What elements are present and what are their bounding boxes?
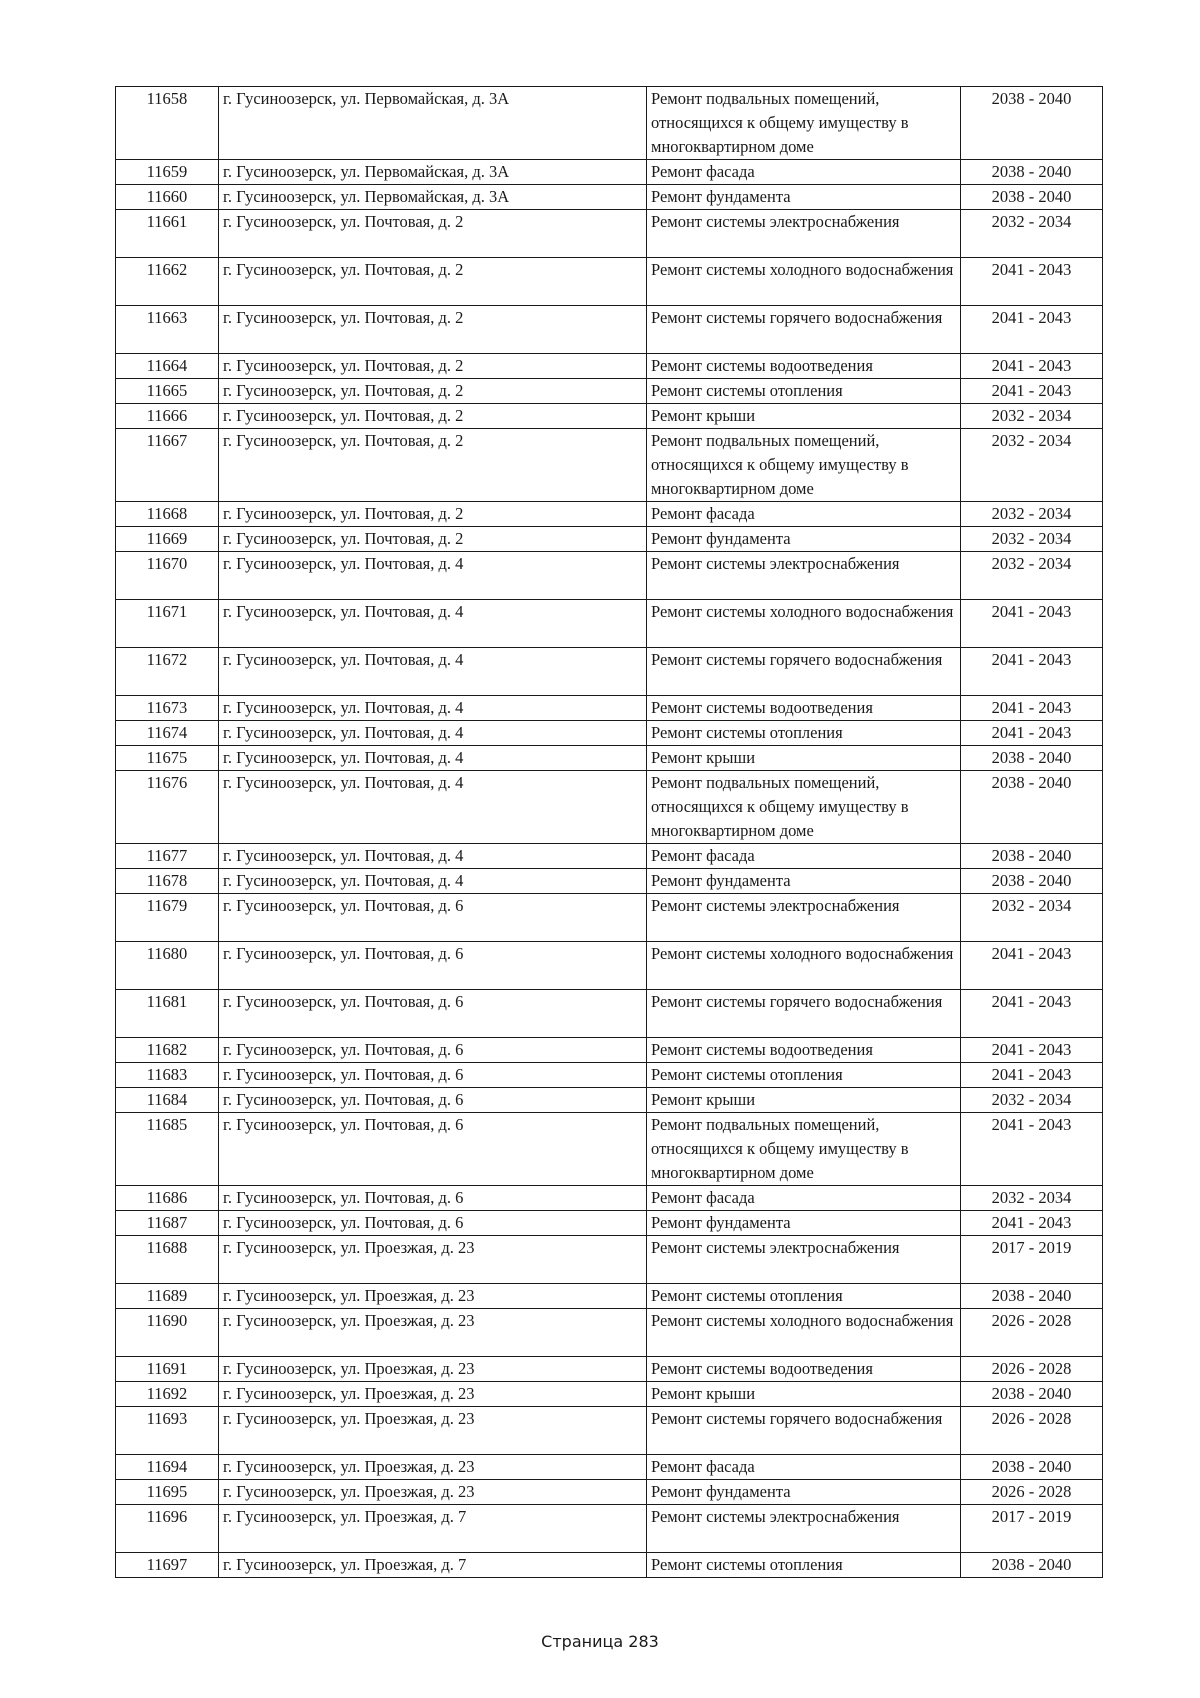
row-number: 11676 [116,771,219,844]
row-address: г. Гусиноозерск, ул. Почтовая, д. 4 [219,746,647,771]
table-row [116,1113,1103,1186]
row-number: 11689 [116,1284,219,1309]
row-work-type: Ремонт подвальных помещений, относящихся к общему имуществу в многоквартирном доме [647,87,961,160]
row-period: 2032 - 2034 [961,210,1103,258]
row-period: 2038 - 2040 [961,160,1103,185]
row-work-type: Ремонт фасада [647,1186,961,1211]
row-work-type: Ремонт подвальных помещений, относящихся к общему имуществу в многоквартирном доме [647,429,961,502]
row-number: 11680 [116,942,219,990]
row-address: г. Гусиноозерск, ул. Почтовая, д. 6 [219,1038,647,1063]
row-address: г. Гусиноозерск, ул. Почтовая, д. 2 [219,306,647,354]
row-period: 2038 - 2040 [961,746,1103,771]
table-row [116,258,1103,306]
table-row [116,1505,1103,1553]
table-row [116,160,1103,185]
row-number: 11691 [116,1357,219,1382]
row-work-type: Ремонт фасада [647,844,961,869]
row-work-type: Ремонт системы горячего водоснабжения [647,648,961,696]
row-period: 2038 - 2040 [961,185,1103,210]
row-number: 11672 [116,648,219,696]
table-row [116,1186,1103,1211]
table-row [116,990,1103,1038]
row-period: 2038 - 2040 [961,1382,1103,1407]
row-number: 11675 [116,746,219,771]
row-number: 11670 [116,552,219,600]
row-address: г. Гусиноозерск, ул. Проезжая, д. 23 [219,1236,647,1284]
row-address: г. Гусиноозерск, ул. Почтовая, д. 4 [219,771,647,844]
row-address: г. Гусиноозерск, ул. Проезжая, д. 7 [219,1553,647,1578]
works-table [115,86,1103,1578]
row-number: 11671 [116,600,219,648]
row-address: г. Гусиноозерск, ул. Почтовая, д. 6 [219,894,647,942]
row-period: 2038 - 2040 [961,1455,1103,1480]
row-work-type: Ремонт системы отопления [647,379,961,404]
row-address: г. Гусиноозерск, ул. Почтовая, д. 6 [219,942,647,990]
row-period: 2041 - 2043 [961,1211,1103,1236]
row-address: г. Гусиноозерск, ул. Первомайская, д. 3А [219,87,647,160]
row-work-type: Ремонт системы водоотведения [647,1357,961,1382]
table-row [116,379,1103,404]
row-work-type: Ремонт системы холодного водоснабжения [647,258,961,306]
row-number: 11697 [116,1553,219,1578]
row-number: 11668 [116,502,219,527]
row-work-type: Ремонт системы горячего водоснабжения [647,306,961,354]
row-number: 11696 [116,1505,219,1553]
row-number: 11693 [116,1407,219,1455]
row-number: 11694 [116,1455,219,1480]
row-period: 2032 - 2034 [961,1186,1103,1211]
row-work-type: Ремонт системы холодного водоснабжения [647,600,961,648]
row-work-type: Ремонт фасада [647,502,961,527]
row-period: 2032 - 2034 [961,404,1103,429]
table-row [116,696,1103,721]
table-row [116,185,1103,210]
row-number: 11660 [116,185,219,210]
table-row [116,721,1103,746]
table-row [116,1211,1103,1236]
row-period: 2026 - 2028 [961,1480,1103,1505]
table-row [116,404,1103,429]
table-row [116,1038,1103,1063]
row-number: 11659 [116,160,219,185]
table-row [116,1357,1103,1382]
row-number: 11684 [116,1088,219,1113]
row-address: г. Гусиноозерск, ул. Почтовая, д. 2 [219,379,647,404]
row-period: 2032 - 2034 [961,894,1103,942]
row-number: 11661 [116,210,219,258]
row-work-type: Ремонт системы отопления [647,721,961,746]
row-period: 2032 - 2034 [961,1088,1103,1113]
row-number: 11674 [116,721,219,746]
row-number: 11669 [116,527,219,552]
row-address: г. Гусиноозерск, ул. Почтовая, д. 2 [219,404,647,429]
row-address: г. Гусиноозерск, ул. Проезжая, д. 23 [219,1357,647,1382]
table-row [116,1284,1103,1309]
row-number: 11695 [116,1480,219,1505]
row-work-type: Ремонт системы холодного водоснабжения [647,942,961,990]
table-row [116,844,1103,869]
row-work-type: Ремонт системы отопления [647,1284,961,1309]
table-row [116,1553,1103,1578]
row-address: г. Гусиноозерск, ул. Почтовая, д. 6 [219,1186,647,1211]
row-period: 2032 - 2034 [961,552,1103,600]
table-row [116,648,1103,696]
row-number: 11682 [116,1038,219,1063]
row-work-type: Ремонт системы электроснабжения [647,210,961,258]
row-work-type: Ремонт системы отопления [647,1063,961,1088]
table-row [116,354,1103,379]
row-address: г. Гусиноозерск, ул. Почтовая, д. 4 [219,869,647,894]
row-address: г. Гусиноозерск, ул. Проезжая, д. 23 [219,1382,647,1407]
row-period: 2041 - 2043 [961,306,1103,354]
row-work-type: Ремонт системы электроснабжения [647,1505,961,1553]
row-number: 11685 [116,1113,219,1186]
table-row [116,527,1103,552]
row-address: г. Гусиноозерск, ул. Почтовая, д. 2 [219,502,647,527]
row-work-type: Ремонт фундамента [647,869,961,894]
row-number: 11673 [116,696,219,721]
row-period: 2038 - 2040 [961,869,1103,894]
row-number: 11658 [116,87,219,160]
row-period: 2038 - 2040 [961,1553,1103,1578]
row-work-type: Ремонт фундамента [647,185,961,210]
row-address: г. Гусиноозерск, ул. Почтовая, д. 2 [219,258,647,306]
row-period: 2026 - 2028 [961,1309,1103,1357]
row-work-type: Ремонт системы водоотведения [647,1038,961,1063]
table-row [116,1309,1103,1357]
table-row [116,429,1103,502]
row-period: 2041 - 2043 [961,990,1103,1038]
row-work-type: Ремонт фундамента [647,1211,961,1236]
row-number: 11687 [116,1211,219,1236]
row-period: 2041 - 2043 [961,721,1103,746]
row-work-type: Ремонт системы отопления [647,1553,961,1578]
row-address: г. Гусиноозерск, ул. Почтовая, д. 2 [219,527,647,552]
row-period: 2038 - 2040 [961,844,1103,869]
row-address: г. Гусиноозерск, ул. Почтовая, д. 2 [219,429,647,502]
row-work-type: Ремонт системы водоотведения [647,354,961,379]
row-period: 2032 - 2034 [961,502,1103,527]
row-period: 2032 - 2034 [961,429,1103,502]
row-address: г. Гусиноозерск, ул. Почтовая, д. 4 [219,552,647,600]
row-number: 11665 [116,379,219,404]
row-work-type: Ремонт системы горячего водоснабжения [647,1407,961,1455]
table-row [116,746,1103,771]
row-work-type: Ремонт системы электроснабжения [647,552,961,600]
row-period: 2017 - 2019 [961,1505,1103,1553]
row-address: г. Гусиноозерск, ул. Проезжая, д. 23 [219,1284,647,1309]
row-address: г. Гусиноозерск, ул. Проезжая, д. 23 [219,1480,647,1505]
row-work-type: Ремонт фасада [647,160,961,185]
row-number: 11663 [116,306,219,354]
row-period: 2041 - 2043 [961,379,1103,404]
row-work-type: Ремонт фасада [647,1455,961,1480]
row-number: 11664 [116,354,219,379]
row-number: 11666 [116,404,219,429]
row-work-type: Ремонт фундамента [647,1480,961,1505]
row-address: г. Гусиноозерск, ул. Почтовая, д. 2 [219,354,647,379]
page-number: Страница 283 [541,1632,659,1651]
row-address: г. Гусиноозерск, ул. Проезжая, д. 7 [219,1505,647,1553]
row-period: 2038 - 2040 [961,1284,1103,1309]
table-row [116,306,1103,354]
table-row [116,87,1103,160]
row-address: г. Гусиноозерск, ул. Почтовая, д. 6 [219,1063,647,1088]
row-work-type: Ремонт подвальных помещений, относящихся к общему имуществу в многоквартирном доме [647,1113,961,1186]
table-row [116,771,1103,844]
row-period: 2041 - 2043 [961,1063,1103,1088]
row-number: 11686 [116,1186,219,1211]
row-work-type: Ремонт крыши [647,404,961,429]
row-number: 11677 [116,844,219,869]
table-row [116,1236,1103,1284]
row-work-type: Ремонт подвальных помещений, относящихся к общему имуществу в многоквартирном доме [647,771,961,844]
row-period: 2041 - 2043 [961,600,1103,648]
row-address: г. Гусиноозерск, ул. Почтовая, д. 6 [219,1088,647,1113]
table-row [116,1063,1103,1088]
row-period: 2041 - 2043 [961,1038,1103,1063]
table-row [116,1480,1103,1505]
row-work-type: Ремонт крыши [647,746,961,771]
row-address: г. Гусиноозерск, ул. Почтовая, д. 6 [219,1113,647,1186]
row-address: г. Гусиноозерск, ул. Проезжая, д. 23 [219,1455,647,1480]
works-table-body [116,87,1103,1578]
row-address: г. Гусиноозерск, ул. Почтовая, д. 4 [219,721,647,746]
row-number: 11692 [116,1382,219,1407]
table-row [116,1382,1103,1407]
row-work-type: Ремонт системы горячего водоснабжения [647,990,961,1038]
row-number: 11690 [116,1309,219,1357]
table-row [116,502,1103,527]
row-number: 11667 [116,429,219,502]
row-period: 2041 - 2043 [961,942,1103,990]
table-row [116,894,1103,942]
table-row [116,210,1103,258]
row-period: 2038 - 2040 [961,771,1103,844]
row-work-type: Ремонт системы водоотведения [647,696,961,721]
row-period: 2017 - 2019 [961,1236,1103,1284]
row-address: г. Гусиноозерск, ул. Проезжая, д. 23 [219,1309,647,1357]
table-row [116,1088,1103,1113]
row-address: г. Гусиноозерск, ул. Почтовая, д. 4 [219,844,647,869]
row-period: 2041 - 2043 [961,696,1103,721]
row-work-type: Ремонт системы электроснабжения [647,894,961,942]
row-address: г. Гусиноозерск, ул. Почтовая, д. 6 [219,1211,647,1236]
row-period: 2041 - 2043 [961,258,1103,306]
table-row [116,869,1103,894]
row-work-type: Ремонт системы электроснабжения [647,1236,961,1284]
row-address: г. Гусиноозерск, ул. Почтовая, д. 4 [219,600,647,648]
row-address: г. Гусиноозерск, ул. Почтовая, д. 4 [219,648,647,696]
row-work-type: Ремонт фундамента [647,527,961,552]
row-period: 2041 - 2043 [961,648,1103,696]
row-period: 2026 - 2028 [961,1407,1103,1455]
row-period: 2038 - 2040 [961,87,1103,160]
table-row [116,552,1103,600]
row-address: г. Гусиноозерск, ул. Проезжая, д. 23 [219,1407,647,1455]
row-address: г. Гусиноозерск, ул. Почтовая, д. 6 [219,990,647,1038]
row-address: г. Гусиноозерск, ул. Первомайская, д. 3А [219,185,647,210]
row-number: 11678 [116,869,219,894]
row-address: г. Гусиноозерск, ул. Почтовая, д. 4 [219,696,647,721]
table-row [116,942,1103,990]
row-period: 2041 - 2043 [961,1113,1103,1186]
row-number: 11681 [116,990,219,1038]
row-number: 11662 [116,258,219,306]
row-address: г. Гусиноозерск, ул. Почтовая, д. 2 [219,210,647,258]
row-number: 11679 [116,894,219,942]
row-work-type: Ремонт крыши [647,1088,961,1113]
row-number: 11683 [116,1063,219,1088]
row-period: 2032 - 2034 [961,527,1103,552]
row-work-type: Ремонт крыши [647,1382,961,1407]
table-row [116,1455,1103,1480]
row-number: 11688 [116,1236,219,1284]
row-address: г. Гусиноозерск, ул. Первомайская, д. 3А [219,160,647,185]
table-row [116,600,1103,648]
row-work-type: Ремонт системы холодного водоснабжения [647,1309,961,1357]
row-period: 2041 - 2043 [961,354,1103,379]
row-period: 2026 - 2028 [961,1357,1103,1382]
table-row [116,1407,1103,1455]
